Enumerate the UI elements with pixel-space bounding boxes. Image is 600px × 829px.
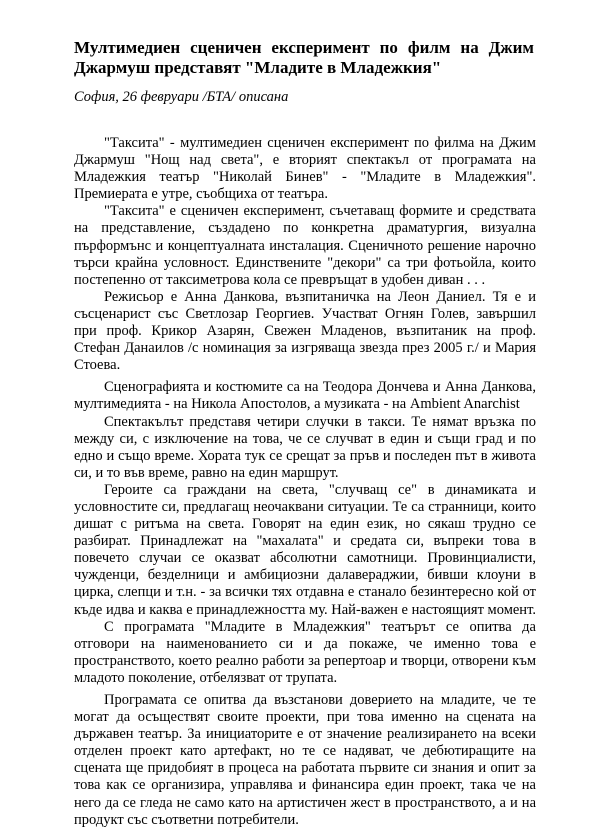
article-title: Мултимедиен сценичен експеримент по филм на Джим Джармуш представят "Младите в Младежкия"	[74, 38, 534, 77]
paragraph: С програмата "Младите в Младежкия" театърът се опитва да отговори на наименованието си и да покаже, че именно това е пространството, което реално работи за репертоар и творци, отворени към младото поколение, отбелязват от трупата.	[74, 618, 536, 686]
article-body	[74, 135, 536, 829]
paragraph: "Таксита" е сценичен експеримент, съчетаващ формите и средствата на представление, създадено по конкретна драматургия, визуална пърформънс и концептуалната инсталация. Сценичното решение нарочно търси крайна условност. Единствените "декори" са три фотьойла, които постепенно от таксиметрова кола се превръщат в удобен диван . . .	[74, 203, 536, 288]
paragraph: Програмата се опитва да възстанови доверието на младите, че те могат да осъществят своите проекти, при това именно на сцената на държавен театър. За инициаторите е от значение реализирането на всеки отделен проект като артефакт, но те се надяват, че дебютиращите на сцената ще придобият в процеса на работата първите си знания и опит за това как се организира, управлява и финансира един проект, така че на него да се гледа не само като на артистичен жест в пространството, а и на продукт със съответни потребители.	[74, 692, 536, 828]
paragraph: "Таксита" - мултимедиен сценичен експеримент по филма на Джим Джармуш "Нощ над света", е вторият спектакъл от програмата на Младежкия театър "Николай Бинев" - "Младите в Младежкия". Премиерата е утре, съобщиха от театъра.	[74, 135, 536, 203]
paragraph: Сценографията и костюмите са на Теодора Дончева и Анна Данкова, мултимедията - на Никола Апостолов, а музиката - на Ambient Anarchist	[74, 379, 536, 413]
paragraph: Режисьор е Анна Данкова, възпитаничка на Леон Даниел. Тя е и съсценарист със Светлозар Георгиев. Участват Огнян Голев, завършил при проф. Крикор Азарян, Свежен Младенов, възпитаник на проф. Стефан Данаилов /с номинация за изгряваща звезда през 2005 г./ и Мария Стоева.	[74, 288, 536, 374]
paragraph: Героите са граждани на света, "случващ се" в динамиката и условностите си, предлагащ неочаквани ситуации. Те са странници, които дишат с ритъма на света. Говорят на един език, но сякаш трудно се разбират. Принадлежат на "махалата" и средата си, въпреки това в повечето случаи се оказват абсолютни самотници. Провинциалисти, чужденци, безделници и амбициозни далавераджии, бивши клоуни в цирка, слепци и т.н. - за всички тях отдавна е станало безинтересно кой от къде идва и каква е принадлежността му. Най-важен е настоящият момент.	[74, 481, 536, 618]
article-dateline: София, 26 февруари /БТА/ описана	[74, 89, 289, 105]
paragraph: Спектакълът представя четири случки в такси. Те нямат връзка по между си, с изключение на това, че се случват в един и същи град и по едно и също време. Хората тук се срещат за пръв и последен път в живота си, и то във време, равно на един маршрут.	[74, 413, 536, 481]
